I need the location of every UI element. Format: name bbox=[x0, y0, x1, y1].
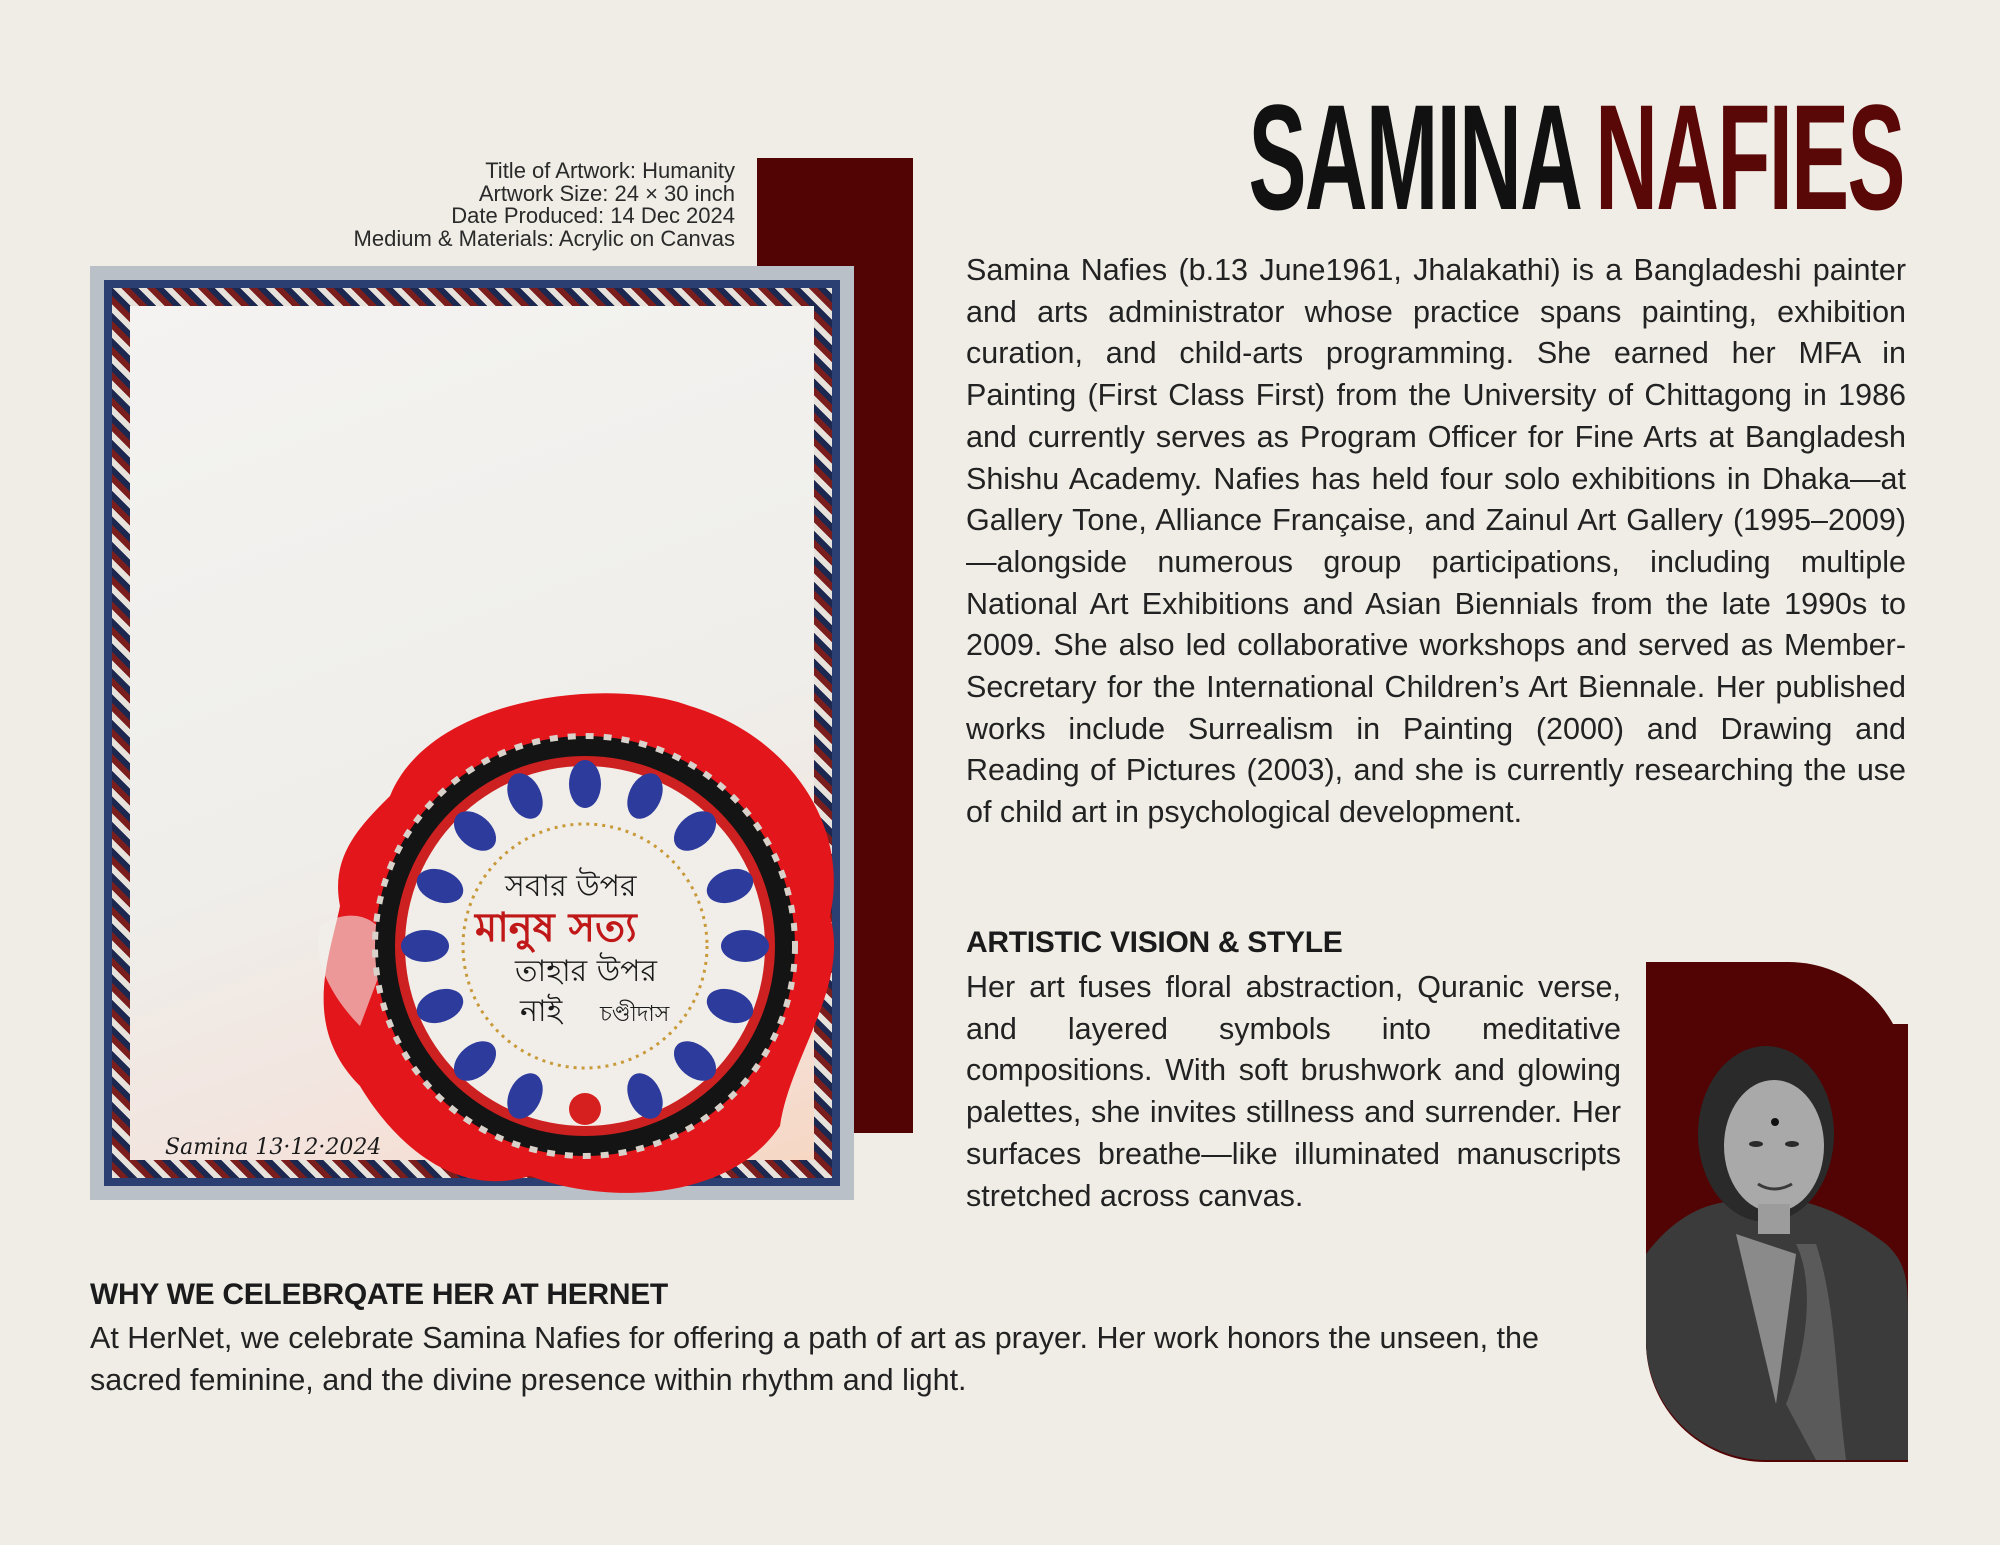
why-paragraph: At HerNet, we celebrate Samina Nafies for offering a path of art as prayer. Her work honors the unseen, the sacred feminine, and the divine presence within rhythm and light. bbox=[90, 1321, 1539, 1397]
artwork-title: Title of Artwork: Humanity bbox=[485, 158, 735, 183]
artwork-info bbox=[200, 160, 735, 250]
artwork-medium: Medium & Materials: Acrylic on Canvas bbox=[353, 225, 735, 251]
last-name: NAFIES bbox=[1595, 73, 1904, 241]
artwork-size: Artwork Size: 24 × 30 inch bbox=[478, 180, 735, 206]
bengali-line-2: মানুষ সত্য bbox=[475, 905, 637, 951]
painting-signature: Samina 13·12·2024 bbox=[165, 1135, 382, 1160]
artwork-painting bbox=[90, 266, 854, 1200]
bengali-attribution: চণ্ডীদাস bbox=[600, 1002, 670, 1027]
artwork-date: Date Produced: 14 Dec 2024 bbox=[451, 203, 735, 228]
vision-heading: ARTISTIC VISION & STYLE bbox=[966, 926, 1343, 959]
artist-portrait-photo bbox=[1646, 1024, 1908, 1460]
bengali-line-1: সবার উপর bbox=[505, 869, 637, 904]
painting-medallion bbox=[90, 266, 854, 1200]
bengali-line-4: নাই bbox=[520, 994, 563, 1029]
artist-name-title bbox=[1248, 73, 1904, 241]
bengali-line-3: তাহার উপর bbox=[515, 954, 657, 989]
portrait-illustration bbox=[1646, 1024, 1908, 1460]
first-name: SAMINA bbox=[1248, 73, 1582, 241]
bio-paragraph: Samina Nafies (b.13 June1961, Jhalakathi) is a Bangladeshi painter and arts administrator whose practice spans painting, exhibition curation, and child-arts programming. She earned her MFA in Painting (First Class First) from the University of Chittagong in 1986 and currently serves as Program Officer for Fine Arts at Bangladesh Shishu Academy. Nafies has held four solo exhibitions in Dhaka—at Gallery Tone, Alliance Française, and Zainul Art Gallery (1995–2009)—alongside numerous group participations, including multiple National Art Exhibitions and Asian Biennials from the late 1990s to 2009. She also led collaborative workshops and served as Member-Secretary for the International Children’s Art Biennale. Her published works include Surrealism in Painting (2000) and Drawing and Reading of Pictures (2003), and she is currently researching the use of child art in psychological development. bbox=[966, 253, 1906, 830]
red-flower-motif bbox=[569, 1093, 601, 1125]
why-heading: WHY WE CELEBRQATE HER AT HERNET bbox=[90, 1278, 668, 1311]
vision-paragraph: Her art fuses floral abstraction, Quranic verse, and layered symbols into meditative compositions. With soft brushwork and glowing palettes, she invites stillness and surrender. Her surfaces breathe—like illuminated manuscripts stretched across canvas. bbox=[966, 970, 1621, 1213]
